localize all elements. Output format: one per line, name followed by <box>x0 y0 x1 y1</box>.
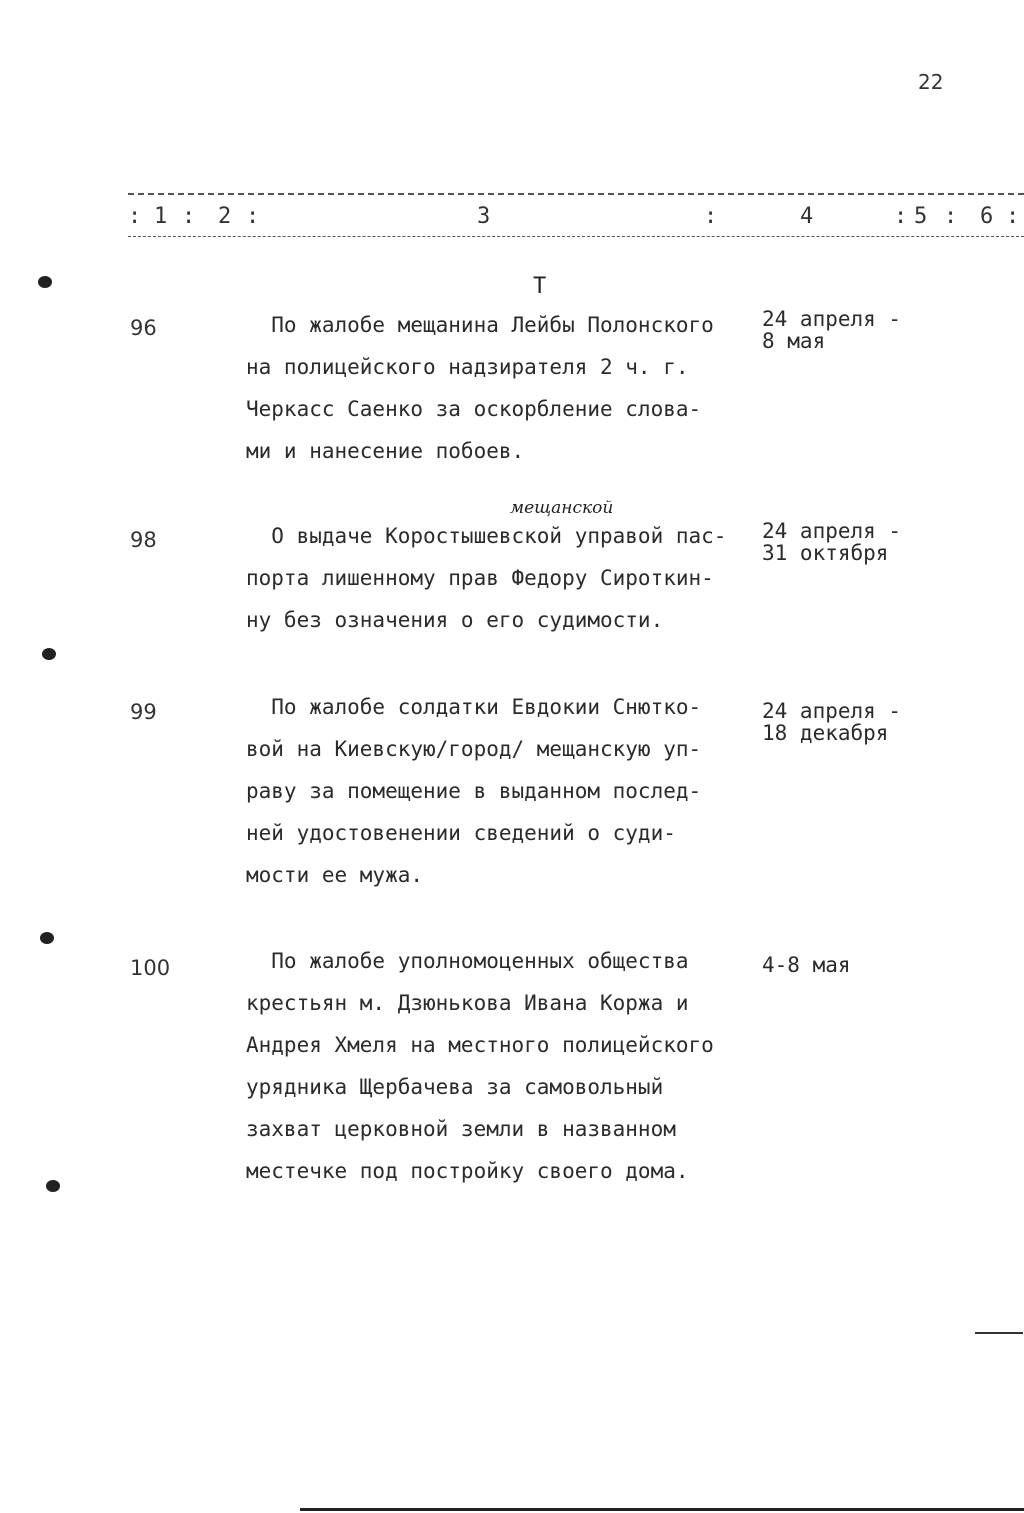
handwritten-insertion: мещанской <box>510 498 614 518</box>
header-separator: : <box>246 204 260 229</box>
entry-text-line: мости ее мужа. <box>246 863 424 887</box>
entry-text-line: По жалобе мещанина Лейбы Полонского <box>246 313 714 337</box>
entry-number: 100 <box>130 956 171 980</box>
header-col-3: 3 <box>477 204 491 229</box>
entry-date-line: 24 апреля - <box>762 307 902 331</box>
page-number: 22 <box>918 70 944 94</box>
entry-text-line: местечке под постройку своего дома. <box>246 1159 689 1183</box>
entry-text-line: захват церковной земли в названном <box>246 1117 676 1141</box>
entry-text-line: Черкасс Саенко за оскорбление слова- <box>246 397 702 421</box>
entry-text-line: Андрея Хмеля на местного полицейского <box>246 1033 714 1057</box>
header-col-4: 4 <box>800 204 814 229</box>
entry-date-line: 18 декабря <box>762 721 889 745</box>
header-rule-bottom <box>128 236 1024 237</box>
header-separator: : <box>128 204 142 229</box>
entry-date-line: 4-8 мая <box>762 953 851 977</box>
footer-rule <box>300 1508 1024 1511</box>
entry-text <box>246 940 746 1192</box>
entry-date <box>762 700 901 744</box>
entry-text-line: порта лишенному прав Федору Сироткин- <box>246 566 714 590</box>
header-col-2: 2 <box>218 204 232 229</box>
entry-date-line: 24 апреля - <box>762 519 902 543</box>
entry-text <box>246 515 746 641</box>
entry-text-line: О выдаче Коростышевской управой пас- <box>246 524 727 548</box>
punch-hole-mark <box>46 1180 60 1192</box>
entry-number: 99 <box>130 700 157 724</box>
entry-text-line: вой на Киевскую/город/ мещанскую уп- <box>246 737 702 761</box>
entry-date-line: 24 апреля - <box>762 699 902 723</box>
punch-hole-mark <box>42 648 56 660</box>
entry-number: 96 <box>130 316 157 340</box>
entry-date <box>762 954 851 976</box>
entry-date-line: 31 октября <box>762 541 889 565</box>
entry-text-line: По жалобе солдатки Евдокии Снютко- <box>246 695 702 719</box>
header-rule-top <box>128 193 1024 195</box>
header-separator: : <box>704 204 718 229</box>
entry-date <box>762 308 901 352</box>
margin-dash <box>975 1332 1023 1334</box>
entry-text-line: крестьян м. Дзюнькова Ивана Коржа и <box>246 991 689 1015</box>
entry-date <box>762 520 901 564</box>
header-col-1: 1 <box>154 204 168 229</box>
header-col-6: 6 <box>980 204 994 229</box>
entry-date-line: 8 мая <box>762 329 826 353</box>
entry-text-line: ну без означения о его судимости. <box>246 608 664 632</box>
entry-text-line: ми и нанесение побоев. <box>246 439 525 463</box>
entry-text-line: По жалобе уполномоцeнных общества <box>246 949 689 973</box>
header-separator: : <box>1006 204 1020 229</box>
entry-text <box>246 304 746 472</box>
entry-text-line: раву за помещение в выданном послед- <box>246 779 702 803</box>
header-separator: : <box>182 204 196 229</box>
header-col-5: 5 <box>914 204 928 229</box>
punch-hole-mark <box>40 932 54 944</box>
punch-hole-mark <box>38 276 52 288</box>
header-separator: : <box>894 204 908 229</box>
entry-text-line: урядника Щербачева за самовольный <box>246 1075 664 1099</box>
entry-text <box>246 686 746 896</box>
entry-text-line: на полицейского надзирателя 2 ч. г. <box>246 355 689 379</box>
header-separator: : <box>944 204 958 229</box>
entry-text-line: ней удостовенении сведений о суди- <box>246 821 676 845</box>
entry-number: 98 <box>130 528 157 552</box>
handwritten-t-mark: Т <box>533 274 547 299</box>
